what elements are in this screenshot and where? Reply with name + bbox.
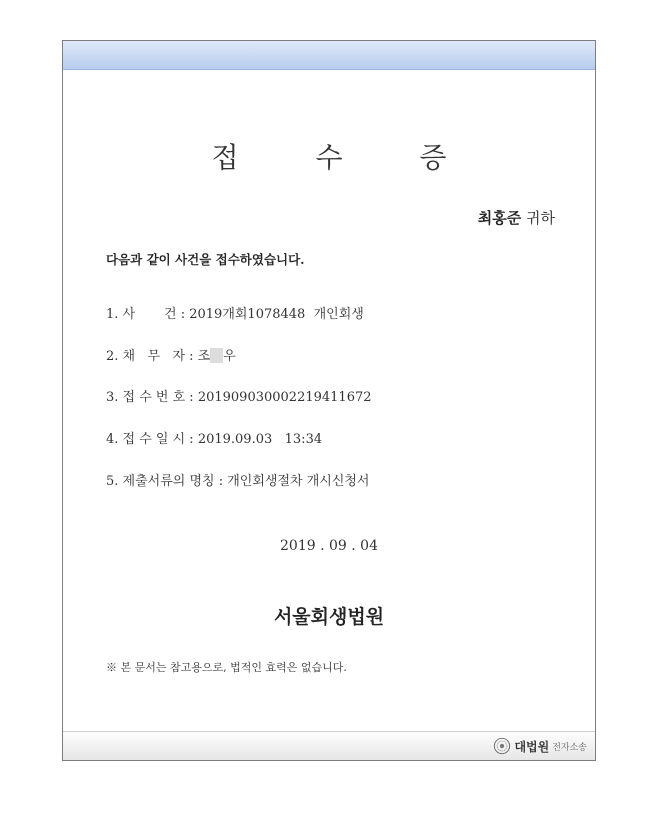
field-label: 1. 사 건 : bbox=[106, 307, 190, 322]
debtor-name-last: 우 bbox=[223, 349, 236, 364]
field-receipt-datetime bbox=[106, 428, 322, 447]
field-value: 개인회생절차 개시신청서 bbox=[227, 474, 370, 489]
debtor-name-first: 조 bbox=[197, 349, 211, 364]
field-label: 2. 채 무 자 : bbox=[106, 349, 198, 364]
court-name: 서울회생법원 bbox=[273, 606, 385, 628]
recipient-suffix: 귀하 bbox=[526, 209, 555, 227]
brand-sub: 전자소송 bbox=[552, 742, 587, 753]
header-bar bbox=[63, 41, 595, 70]
field-label: 3. 접 수 번 호 : bbox=[106, 390, 198, 405]
footer-bar bbox=[63, 731, 595, 760]
notice-text: ※ 본 문서는 참고용으로, 법적인 효력은 없습니다. bbox=[106, 661, 347, 674]
issue-date: 2019 . 09 . 04 bbox=[280, 538, 378, 554]
field-label: 4. 접 수 일 시 : bbox=[106, 432, 198, 447]
field-case bbox=[106, 303, 364, 322]
document-title: 접 수 증 bbox=[211, 141, 481, 174]
recipient-name: 최홍준 bbox=[477, 209, 522, 227]
recipient bbox=[478, 207, 555, 228]
field-value: 201909030002219411672 bbox=[197, 390, 372, 405]
field-label: 5. 제출서류의 명칭 : bbox=[106, 474, 228, 489]
redaction-mask bbox=[210, 348, 223, 363]
supreme-court-emblem-icon bbox=[493, 737, 511, 755]
intro-text: 다음과 같이 사건을 접수하였습니다. bbox=[106, 252, 305, 267]
field-debtor bbox=[106, 345, 236, 364]
field-document-name bbox=[106, 470, 370, 489]
brand-name: 대법원 bbox=[514, 739, 550, 754]
field-value: 2019개회1078448 개인회생 bbox=[189, 307, 364, 322]
field-receipt-number bbox=[106, 386, 372, 405]
brand-logo bbox=[493, 737, 587, 755]
receipt-document bbox=[62, 40, 596, 761]
field-value: 2019.09.03 13:34 bbox=[197, 432, 323, 447]
